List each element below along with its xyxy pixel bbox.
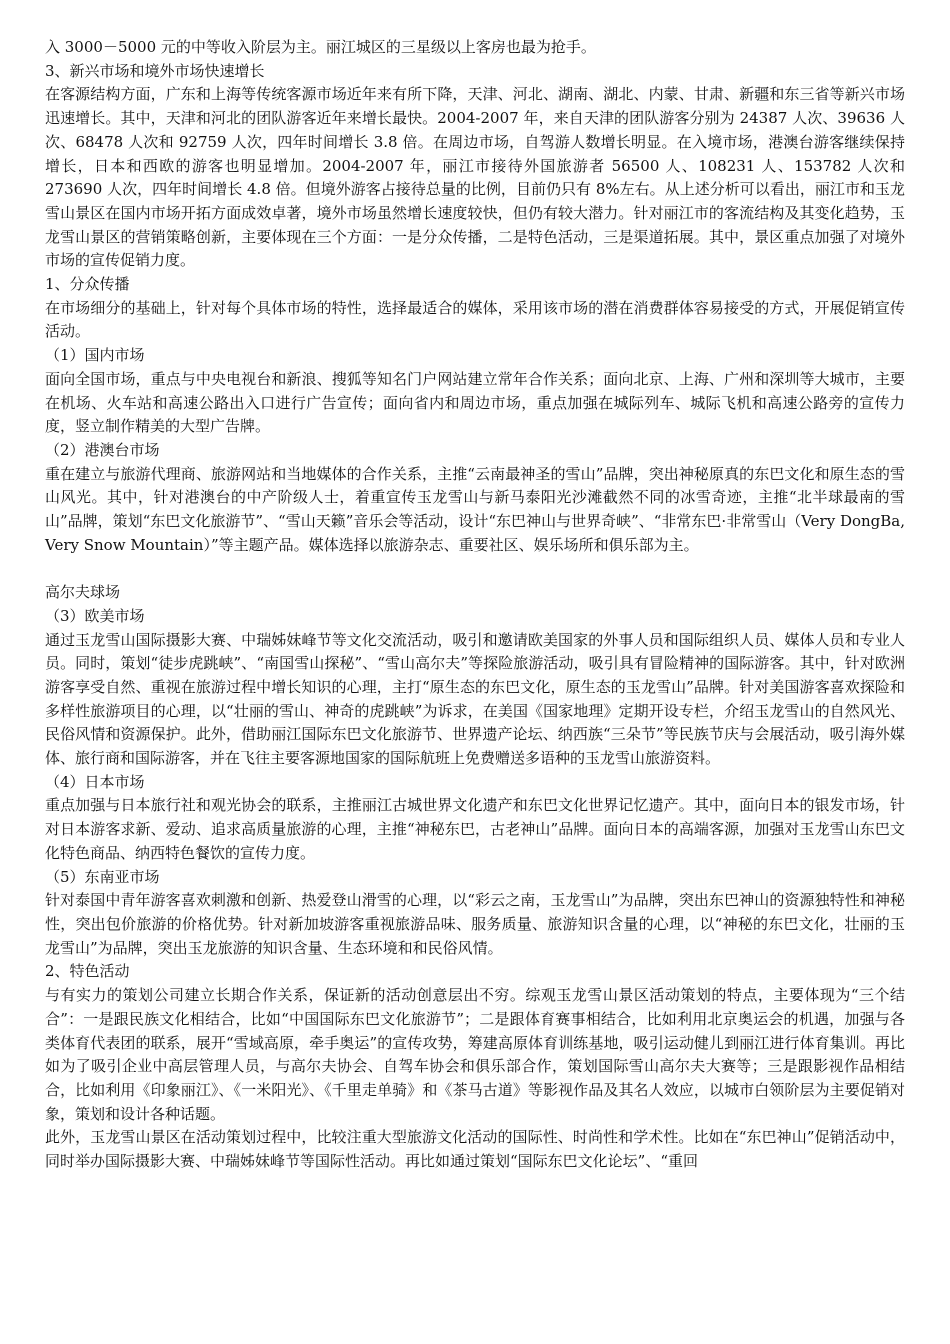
subheading-europe-america-market: （3）欧美市场 bbox=[45, 606, 145, 625]
paragraph-southeast-asia-market: 针对泰国中青年游客喜欢刺激和创新、热爱登山滑雪的心理，以“彩云之南，玉龙雪山”为品牌，突出东巴神山的资源独特性和神秘性，突出包价旅游的价格优势。针对新加坡游客重视旅游品味、服务质量、旅游知识含量的心理，以“神秘的东巴文化，壮丽的玉龙雪山”为品牌，突出玉龙旅游的知识含量、生态环境和和民俗风情。 bbox=[45, 891, 905, 957]
heading-segmented-communication: 1、分众传播 bbox=[45, 275, 130, 294]
paragraph-visitor-structure: 在客源结构方面，广东和上海等传统客源市场近年来有所下降，天津、河北、湖南、湖北、内蒙、甘肃、新疆和东三省等新兴市场迅速增长。其中，天津和河北的团队游客近年来增长最快。2004-2007 年，来自天津的团队游客分别为 24387 人次、39636 人次、68478 人次和 92759 人次，四年时间增长 3.8 倍。在周边市场，自驾游人数增长明显。在入境市场，港澳台游客继续保持增长，日本和西欧的游客也明显增加。2004-2007 年，丽江市接待外国旅游者 56500 人、108231 人、153782 人次和 273690 人次，四年时间增长 4.8 倍。但境外游客占接待总量的比例，目前仍只有 8%左右。从上述分析可以看出，丽江市和玉龙雪山景区在国内市场开拓方面成效卓著，境外市场虽然增长速度较快，但仍有较大潜力。针对丽江市的客流结构及其变化趋势，玉龙雪山景区的营销策略创新，主要体现在三个方面：一是分众传播，二是特色活动，三是渠道拓展。其中，景区重点加强了对境外市场的宣传促销力度。 bbox=[45, 85, 905, 270]
paragraph-special-activities: 与有实力的策划公司建立长期合作关系，保证新的活动创意层出不穷。综观玉龙雪山景区活动策划的特点，主要体现为“三个结合”：一是跟民族文化相结合，比如“中国国际东巴文化旅游节”；二是跟体育赛事相结合，比如利用北京奥运会的机遇，加强与各类体育代表团的联系，展开“雪域高原，牵手奥运”的宣传攻势，筹建高原体育训练基地，吸引运动健儿到丽江进行体育集训。再比如为了吸引企业中高层管理人员，与高尔夫协会、自驾车协会和俱乐部合作，策划国际雪山高尔夫大赛等；三是跟影视作品相结合，比如利用《印象丽江》、《一米阳光》、《千里走单骑》和《茶马古道》等影视作品及其名人效应，以城市白领阶层为主要促销对象，策划和设计各种话题。 bbox=[45, 986, 905, 1123]
heading-golf-course: 高尔夫球场 bbox=[45, 583, 121, 602]
subheading-domestic-market: （1）国内市场 bbox=[45, 346, 145, 365]
paragraph-income-tier: 入 3000－5000 元的中等收入阶层为主。丽江城区的三星级以上客房也最为抢手。 bbox=[45, 38, 596, 56]
blank-line bbox=[45, 557, 905, 581]
paragraph-hk-macau-taiwan-market: 重在建立与旅游代理商、旅游网站和当地媒体的合作关系，主推“云南最神圣的雪山”品牌，突出神秘原真的东巴文化和原生态的雪山风光。其中，针对港澳台的中产阶级人士，着重宣传玉龙雪山与新马泰阳光沙滩截然不同的冰雪奇迹，主推“北半球最南的雪山”品牌，策划“东巴文化旅游节”、“雪山天籁”音乐会等活动，设计“东巴神山与世界奇峡”、“非常东巴·非常雪山（Very DongBa, Very Snow Mountain）”等主题产品。媒体选择以旅游杂志、重要社区、娱乐场所和俱乐部为主。 bbox=[45, 464, 905, 554]
paragraph-europe-america-market: 通过玉龙雪山国际摄影大赛、中瑞姊妹峰节等文化交流活动，吸引和邀请欧美国家的外事人员和国际组织人员、媒体人员和专业人员。同时，策划“徒步虎跳峡”、“南国雪山探秘”、“雪山高尔夫”等探险旅游活动，吸引具有冒险精神的国际游客。其中，针对欧洲游客享受自然、重视在旅游过程中增长知识的心理，主打“原生态的东巴文化，原生态的玉龙雪山”品牌。针对美国游客喜欢探险和多样性旅游项目的心理，以“壮丽的雪山、神奇的虎跳峡”为诉求，在美国《国家地理》定期开设专栏，介绍玉龙雪山的自然风光、民俗风情和资源保护。此外，借助丽江国际东巴文化旅游节、世界遗产论坛、纳西族“三朵节”等民族节庆与会展活动，吸引海外媒体、旅行商和国际游客，并在飞往主要客源地国家的国际航班上免费赠送多语种的玉龙雪山旅游资料。 bbox=[45, 630, 905, 768]
paragraph-japan-market: 重点加强与日本旅行社和观光协会的联系，主推丽江古城世界文化遗产和东巴文化世界记忆遗产。其中，面向日本的银发市场，针对日本游客求新、爱动、追求高质量旅游的心理，主推“神秘东巴，古老神山”品牌。面向日本的高端客源，加强对玉龙雪山东巴文化特色商品、纳西特色餐饮的宣传力度。 bbox=[45, 796, 905, 862]
subheading-hk-macau-taiwan-market: （2）港澳台市场 bbox=[45, 440, 160, 459]
paragraph-segmentation-basis: 在市场细分的基础上，针对每个具体市场的特性，选择最适合的媒体，采用该市场的潜在消费群体容易接受的方式，开展促销宣传活动。 bbox=[45, 298, 905, 341]
heading-special-activities: 2、特色活动 bbox=[45, 962, 130, 981]
heading-emerging-markets: 3、新兴市场和境外市场快速增长 bbox=[45, 61, 265, 80]
paragraph-domestic-market: 面向全国市场，重点与中央电视台和新浪、搜狐等知名门户网站建立常年合作关系；面向北京、上海、广州和深圳等大城市，主要在机场、火车站和高速公路出入口进行广告宣传；面向省内和周边市场，重点加强在城际列车、城际飞机和高速公路旁的宣传力度，竖立制作精美的大型广告牌。 bbox=[45, 369, 905, 436]
paragraph-activity-planning: 此外，玉龙雪山景区在活动策划过程中，比较注重大型旅游文化活动的国际性、时尚性和学术性。比如在“东巴神山”促销活动中，同时举办国际摄影大赛、中瑞姊妹峰节等国际性活动。再比如通过策划“国际东巴文化论坛”、“重回 bbox=[45, 1128, 905, 1171]
subheading-japan-market: （4）日本市场 bbox=[45, 772, 145, 791]
subheading-southeast-asia-market: （5）东南亚市场 bbox=[45, 867, 160, 886]
